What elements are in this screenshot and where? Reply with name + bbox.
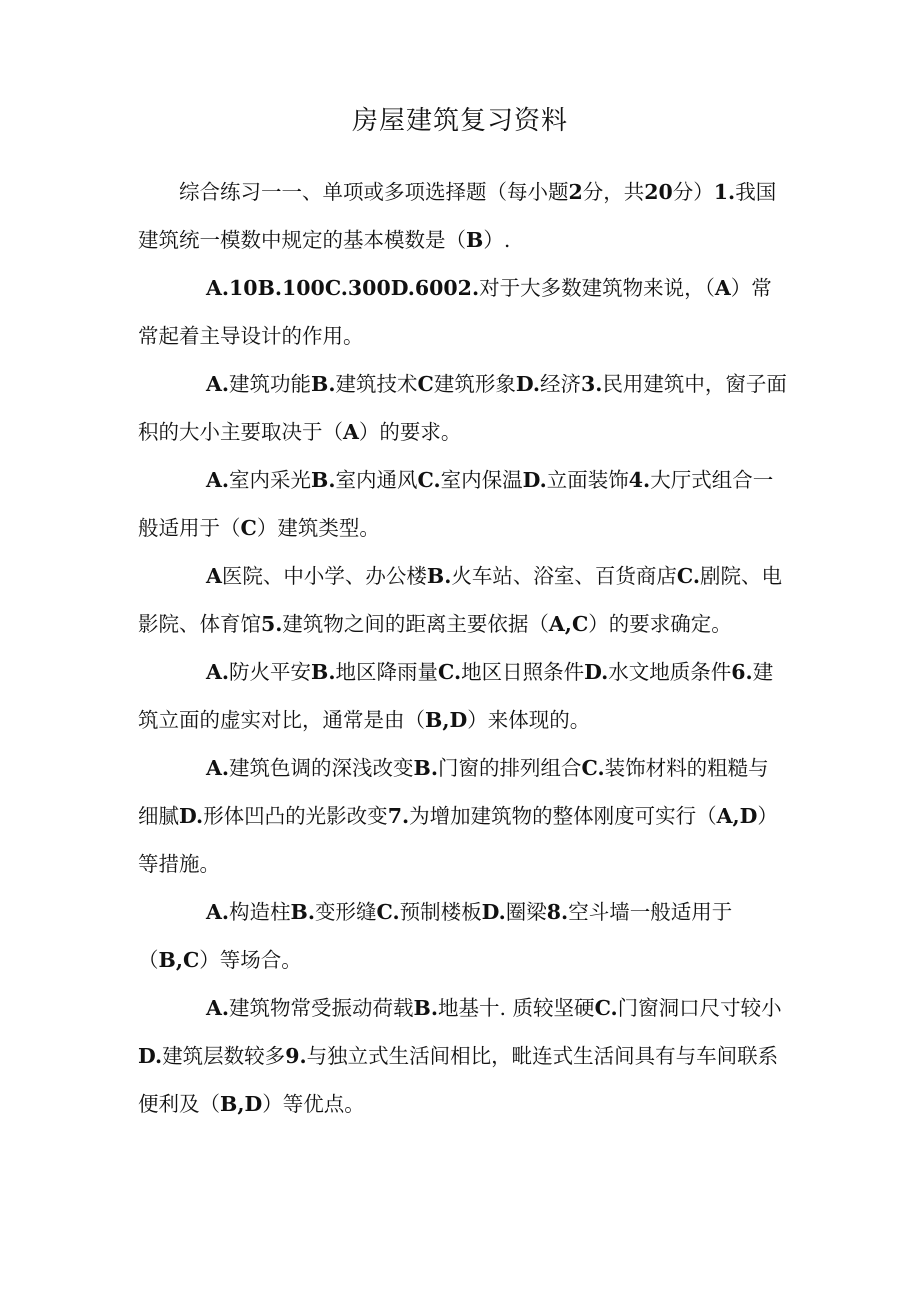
paragraph-text-run: 预制楼板 <box>399 900 482 924</box>
paragraph-text-run: 1. <box>713 180 736 204</box>
paragraph-text-run: D. <box>584 660 609 684</box>
paragraph-text-run: 20 <box>644 180 673 204</box>
paragraph-text-run: 2 <box>568 180 583 204</box>
paragraph-text-run: 门窗的排列组合 <box>438 756 582 780</box>
paragraph-1 <box>138 168 788 264</box>
paragraph-text-run: B,D <box>425 708 468 732</box>
paragraph-text-run: 地区降雨量 <box>335 660 439 684</box>
paragraph-8 <box>138 888 788 984</box>
paragraph-text-run: B. <box>413 996 439 1020</box>
paragraph-text-run: A <box>343 420 359 444</box>
paragraph-text-run: 立面装饰 <box>546 468 629 492</box>
paragraph-text-run: 8. <box>546 900 569 924</box>
paragraph-text-run: C <box>417 372 434 396</box>
paragraph-text-run: 分，共 <box>582 180 645 204</box>
paragraph-text-run: A. <box>206 372 230 396</box>
paragraph-text-run: D. <box>138 1044 163 1068</box>
paragraph-text-run: B. <box>426 564 452 588</box>
paragraph-6 <box>138 648 788 744</box>
paragraph-text-run: 经济 <box>540 372 582 396</box>
paragraph-text-run: A. <box>206 996 230 1020</box>
paragraph-text-run: C. <box>594 996 618 1020</box>
paragraph-text-run: ）建筑类型。 <box>256 516 380 540</box>
paragraph-text-run: 我国建筑统一模数中规定的基本模数是（ <box>138 180 777 252</box>
paragraph-text-run: C. <box>376 900 400 924</box>
paragraph-text-run: ）等优点。 <box>262 1092 365 1116</box>
document-body <box>138 168 788 1128</box>
paragraph-text-run: D. <box>481 900 506 924</box>
paragraph-text-run: C. <box>676 564 700 588</box>
paragraph-text-run: 室内保温 <box>440 468 523 492</box>
paragraph-text-run: 室内通风 <box>335 468 418 492</box>
paragraph-text-run: 装饰材料的粗糙与细腻 <box>138 756 769 828</box>
paragraph-text-run: B. <box>311 468 336 492</box>
paragraph-text-run: 医院、中小学、办公楼 <box>221 564 427 588</box>
paragraph-text-run: 防火平安 <box>229 660 312 684</box>
paragraph-text-run: 剧院、电影院、体育馆 <box>138 564 782 636</box>
paragraph-text-run: ）来体现的。 <box>467 708 591 732</box>
paragraph-text-run: ）的要求。 <box>358 420 462 444</box>
paragraph-text-run: 建筑物之间的距离主要依据（ <box>282 612 549 636</box>
paragraph-7 <box>138 744 788 888</box>
paragraph-text-run: 与独立式生活间相比，毗连式生活间具有与车间联系便利及（ <box>138 1044 779 1116</box>
paragraph-text-run: A,C <box>548 612 589 636</box>
paragraph-text-run: ）的要求确定。 <box>588 612 732 636</box>
paragraph-text-run: A,D <box>716 804 758 828</box>
paragraph-text-run: C. <box>581 756 605 780</box>
paragraph-text-run: 火车站、浴室、百货商店 <box>451 564 677 588</box>
paragraph-9 <box>138 984 788 1128</box>
paragraph-text-run: A <box>206 564 222 588</box>
paragraph-text-run: 建筑立面的虚实对比，通常是由（ <box>138 660 774 732</box>
paragraph-text-run: A. <box>206 660 230 684</box>
paragraph-text-run: 建筑层数较多 <box>162 1044 286 1068</box>
paragraph-text-run: 空斗墙一般适用于（ <box>138 900 733 972</box>
paragraph-text-run: ）常常起着主导设计的作用。 <box>138 276 772 348</box>
paragraph-text-run: 大厅式组合一般适用于（ <box>138 468 774 540</box>
paragraph-text-run: 建筑技术 <box>335 372 418 396</box>
paragraph-text-run: 地区日照条件 <box>461 660 585 684</box>
paragraph-text-run: 室内采光 <box>229 468 312 492</box>
paragraph-text-run: 建筑形象 <box>433 372 516 396</box>
paragraph-text-run: D. <box>515 372 541 396</box>
paragraph-text-run: 形体凹凸的光影改变 <box>203 804 388 828</box>
paragraph-text-run: 建筑功能 <box>229 372 312 396</box>
paragraph-text-run: ）等场合。 <box>199 948 302 972</box>
paragraph-text-run: 地基十. 质较坚硬 <box>438 996 595 1020</box>
paragraph-text-run: 建筑物常受振动荷载 <box>229 996 414 1020</box>
paragraph-text-run: 4. <box>628 468 651 492</box>
paragraph-text-run: 构造柱 <box>229 900 291 924</box>
paragraph-text-run: B. <box>311 660 336 684</box>
paragraph-text-run: 民用建筑中，窗子面积的大小主要取决于（ <box>138 372 787 444</box>
paragraph-text-run: 对于大多数建筑物来说，（ <box>479 276 715 300</box>
paragraph-text-run: A.10B.100C.300D.6002. <box>206 276 480 300</box>
paragraph-2 <box>138 264 788 360</box>
paragraph-text-run: 分） <box>672 180 714 204</box>
paragraph-text-run: B. <box>290 900 316 924</box>
paragraph-text-run: D. <box>179 804 204 828</box>
paragraph-3 <box>138 360 788 456</box>
paragraph-text-run: A. <box>206 900 230 924</box>
paragraph-5 <box>138 552 788 648</box>
paragraph-text-run: 水文地质条件 <box>608 660 732 684</box>
paragraph-text-run: 建筑色调的深浅改变 <box>229 756 414 780</box>
paragraph-text-run: 7. <box>387 804 410 828</box>
paragraph-text-run: D. <box>522 468 547 492</box>
paragraph-text-run: A <box>714 276 731 300</box>
paragraph-4 <box>138 456 788 552</box>
paragraph-text-run: 圈梁 <box>505 900 547 924</box>
paragraph-text-run: C. <box>417 468 441 492</box>
paragraph-text-run: ）. <box>483 228 511 252</box>
paragraph-text-run: 5. <box>261 612 283 636</box>
paragraph-text-run: A. <box>206 468 230 492</box>
paragraph-text-run: 变形缝 <box>315 900 377 924</box>
paragraph-text-run: 为增加建筑物的整体刚度可实行（ <box>409 804 717 828</box>
paragraph-text-run: B <box>466 228 484 252</box>
paragraph-text-run: 综合练习一一、单项或多项选择题（每小题 <box>179 180 569 204</box>
paragraph-text-run: B. <box>413 756 439 780</box>
document-title: 房屋建筑复习资料 <box>351 106 568 136</box>
paragraph-text-run: ）等措施。 <box>138 804 778 876</box>
paragraph-text-run: B,D <box>220 1092 263 1116</box>
paragraph-text-run: B,C <box>158 948 200 972</box>
paragraph-text-run: 门窗洞口尺寸较小 <box>617 996 782 1020</box>
paragraph-text-run: B. <box>311 372 336 396</box>
paragraph-text-run: 6. <box>731 660 753 684</box>
paragraph-text-run: 3. <box>581 372 603 396</box>
paragraph-text-run: C. <box>438 660 462 684</box>
paragraph-text-run: A. <box>206 756 230 780</box>
paragraph-text-run: 9. <box>285 1044 307 1068</box>
paragraph-text-run: C <box>240 516 257 540</box>
